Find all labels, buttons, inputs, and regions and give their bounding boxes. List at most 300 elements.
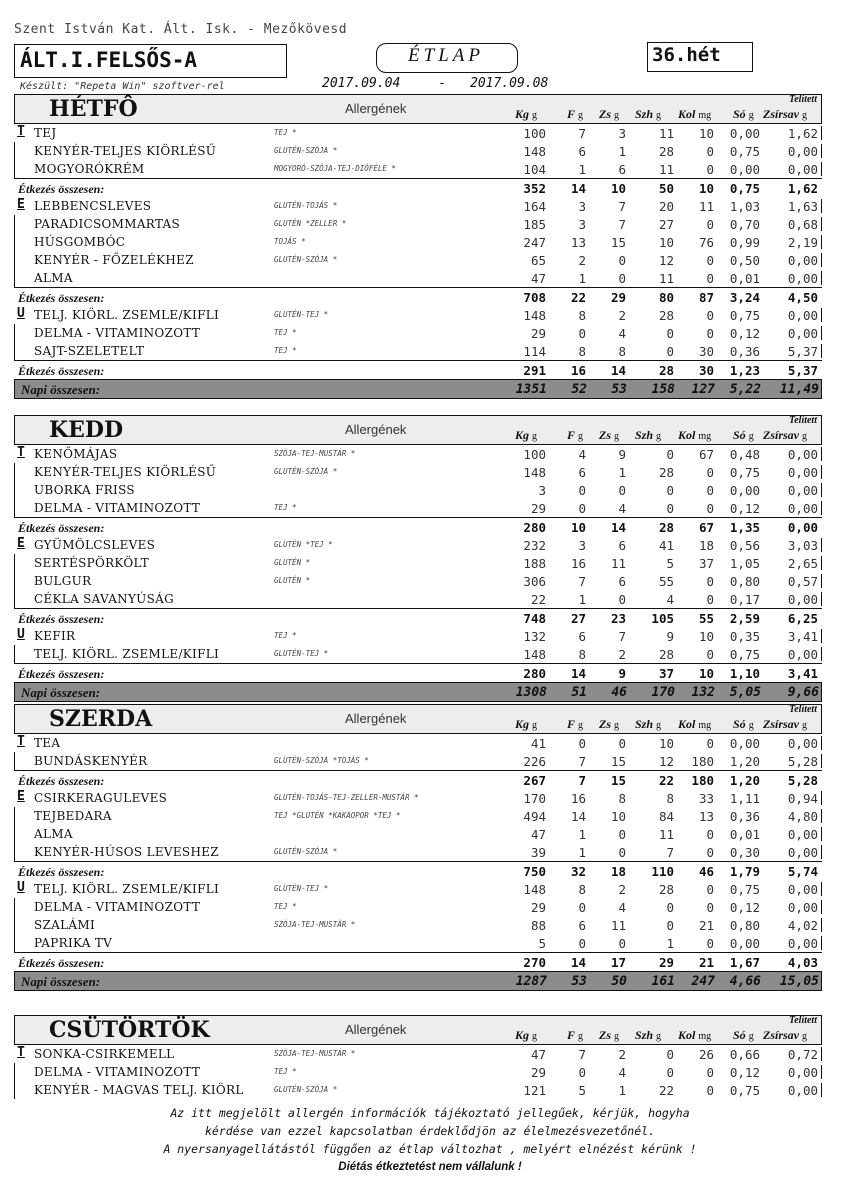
value-c5: 26 [698,1047,714,1062]
menu-item-row [14,645,822,663]
value-c4: 0 [666,344,674,359]
value-c4: 0 [666,1047,674,1062]
value-c6: 0,75 [729,181,760,196]
value-c1: 1287 [515,974,547,989]
meal-bar [14,142,15,160]
value-c7: 5,28 [787,754,818,769]
value-c4: 84 [658,809,674,824]
daily-total-label: Napi összesen: [21,685,101,700]
value-c2: 7 [578,754,586,769]
col-header-zsirsav [763,1028,807,1043]
meal-bar [14,160,15,178]
value-c1: 280 [523,666,546,681]
meal-bar [14,843,15,861]
col-header-szh-name: Szh [635,1028,654,1042]
allergens-header: Allergének [345,711,407,726]
value-c3: 4 [618,900,626,915]
value-c7: 0,00 [787,592,818,607]
food-name: CSIRKERAGULEVES [34,791,168,805]
value-c6: 4,66 [729,974,761,989]
meal-bar [14,481,15,499]
value-c3: 6 [618,538,626,553]
value-c1: 100 [523,126,546,141]
value-c4: 22 [658,773,674,788]
menu-item-row [14,324,822,342]
value-c6: 1,20 [729,773,760,788]
row-edge [821,538,822,552]
value-c5: 127 [691,382,715,397]
row-edge [821,900,822,914]
value-c4: 28 [658,882,674,897]
value-c3: 6 [618,574,626,589]
value-c3: 7 [618,217,626,232]
footer-line-1: Az itt megjelölt allergén információk tájékoztató jellegűek, kérjük, hogyha [170,1106,690,1120]
value-c7: 0,00 [787,271,818,286]
food-allergens: GLUTÉN-SZÓJA * [274,1085,338,1094]
col-header-zs-unit: g [614,720,619,731]
col-header-kg [515,1028,537,1043]
meal-total-row [14,608,822,627]
col-header-szh-name: Szh [635,717,654,731]
food-name: DELMA - VITAMINOZOTT [34,326,201,340]
value-c5: 67 [698,447,714,462]
value-c5: 0 [706,144,714,159]
food-allergens: GLUTÉN-TOJÁS-TEJ-ZELLER-MUSTÁR * [274,793,419,802]
food-allergens: GLUTÉN *TEJ * [274,540,333,549]
meal-bar [14,499,15,517]
row-edge [821,465,822,479]
food-name: CÉKLA SAVANYÚSÁG [34,592,174,606]
food-allergens: GLUTÉN-TEJ * [274,884,329,893]
value-c2: 2 [578,253,586,268]
value-c5: 180 [691,773,714,788]
meal-bar [14,342,15,360]
value-c7: 3,03 [787,538,818,553]
meal-bar [14,215,15,233]
value-c7: 6,25 [787,611,818,626]
value-c7: 3,41 [787,629,818,644]
value-c6: 2,59 [729,611,760,626]
value-c6: 0,50 [729,253,760,268]
value-c7: 0,00 [787,308,818,323]
value-c6: 1,67 [729,955,760,970]
value-c4: 12 [658,253,674,268]
col-header-f-unit: g [578,1031,584,1042]
meal-total-row [14,517,822,536]
allergens-header: Allergének [345,101,407,116]
value-c6: 0,75 [729,647,760,662]
col-header-f [567,717,583,732]
value-c1: 47 [530,827,546,842]
value-c4: 0 [666,900,674,915]
menu-item-row [14,445,822,463]
row-edge [821,1047,822,1061]
value-c3: 10 [610,809,626,824]
value-c5: 0 [706,253,714,268]
col-header-zs-unit: g [614,1031,619,1042]
food-allergens: MOGYORÓ-SZÓJA-TEJ-DIÓFÉLE * [274,164,396,173]
value-c2: 7 [578,1047,586,1062]
value-c2: 1 [578,592,586,607]
value-c6: 0,00 [729,936,760,951]
row-edge [821,126,822,140]
value-c5: 132 [691,685,715,700]
col-header-kol-name: Kol [678,717,696,731]
meal-bar [14,251,15,269]
value-c5: 0 [706,827,714,842]
food-allergens: TEJ *GLUTÉN *KAKAOPOR *TEJ * [274,811,401,820]
value-c2: 8 [578,308,586,323]
food-name: SERTÉSPÖRKÖLT [34,556,150,570]
value-c4: 80 [658,290,674,305]
value-c4: 55 [658,574,674,589]
menu-item-row [14,251,822,269]
value-c3: 2 [618,308,626,323]
value-c7: 0,57 [787,574,818,589]
value-c4: 27 [658,217,674,232]
food-name: HÚSGOMBÓC [34,235,126,249]
meal-total-label: Étkezés összesen: [18,956,105,970]
value-c1: 247 [523,235,546,250]
row-edge [821,574,822,588]
value-c1: 164 [523,199,546,214]
food-allergens: GLUTÉN *ZELLER * [274,219,347,228]
col-header-f [567,107,583,122]
value-c7: 0,00 [787,1083,818,1098]
menu-item-row [14,843,822,861]
value-c2: 3 [578,199,586,214]
food-allergens: TEJ * [274,128,297,137]
row-edge [821,845,822,859]
value-c7: 15,05 [779,974,819,989]
day-name: CSÜTÖRTÖK [49,1017,210,1043]
row-edge [821,162,822,176]
value-c7: 0,68 [787,217,818,232]
value-c2: 7 [578,126,586,141]
value-c5: 0 [706,900,714,915]
col-header-f-name: F [567,428,576,442]
value-c7: 5,37 [787,363,818,378]
date-to: 2017.09.08 [470,76,549,91]
value-c2: 16 [570,363,586,378]
col-header-szh [635,1028,661,1043]
value-c6: 0,12 [729,900,760,915]
value-c2: 1 [578,162,586,177]
value-c4: 161 [651,974,675,989]
class-name: ÁLT.I.FELSŐS-A [20,48,198,72]
meal-marker: T [17,734,25,749]
value-c2: 52 [571,382,587,397]
value-c1: 148 [523,882,546,897]
meal-total-label: Étkezés összesen: [18,612,105,626]
menu-item-row [14,825,822,843]
meal-marker: U [17,627,25,642]
value-c1: 22 [530,592,546,607]
value-c5: 0 [706,845,714,860]
day-section [14,1015,822,1099]
value-c7: 0,00 [787,483,818,498]
value-c5: 0 [706,271,714,286]
meal-total-label: Étkezés összesen: [18,291,105,305]
col-header-f-unit: g [578,110,584,121]
value-c3: 10 [610,181,626,196]
value-c7: 1,62 [787,126,818,141]
value-c6: 0,01 [729,827,760,842]
col-header-kol [678,717,711,732]
value-c6: 0,48 [729,447,760,462]
meal-bar [14,554,15,572]
value-c5: 30 [698,344,714,359]
value-c4: 11 [658,126,674,141]
value-c7: 9,66 [787,685,819,700]
meal-total-row [14,770,822,789]
value-c7: 0,00 [787,144,818,159]
col-header-zs-name: Zs [599,1028,611,1042]
meal-total-row [14,360,822,379]
value-c4: 50 [658,181,674,196]
value-c1: 148 [523,144,546,159]
col-header-f-name: F [567,107,576,121]
col-header-kg [515,107,537,122]
value-c7: 0,00 [787,447,818,462]
row-edge [821,754,822,768]
value-c4: 37 [658,666,674,681]
food-name: GYÜMÖLCSLEVES [34,538,156,552]
col-header-kg [515,717,537,732]
col-header-szh [635,428,661,443]
meal-bar [14,934,15,952]
col-header-kol-name: Kol [678,428,696,442]
saturated-label: Telített [789,704,817,715]
food-name: TELJ. KIÖRL. ZSEMLE/KIFLI [34,647,220,661]
saturated-label: Telített [789,1015,817,1026]
col-header-zs-unit: g [614,431,619,442]
value-c5: 10 [698,126,714,141]
value-c1: 232 [523,538,546,553]
value-c3: 6 [618,162,626,177]
col-header-szh [635,717,661,732]
value-c5: 180 [691,754,714,769]
food-name: DELMA - VITAMINOZOTT [34,1065,201,1079]
menu-item-row [14,536,822,554]
value-c6: 0,56 [729,538,760,553]
value-c5: 46 [698,864,714,879]
value-c3: 3 [618,126,626,141]
value-c1: 148 [523,465,546,480]
value-c3: 4 [618,326,626,341]
value-c2: 22 [570,290,586,305]
value-c5: 0 [706,308,714,323]
value-c4: 20 [658,199,674,214]
food-allergens: TEJ * [274,631,297,640]
value-c7: 0,94 [787,791,818,806]
value-c2: 0 [578,501,586,516]
value-c6: 0,12 [729,501,760,516]
col-header-f-unit: g [578,431,584,442]
value-c3: 0 [618,271,626,286]
value-c5: 0 [706,736,714,751]
food-name: TEJ [34,126,57,140]
meal-total-row [14,861,822,880]
col-header-szh-unit: g [656,1031,662,1042]
menu-item-row [14,898,822,916]
meal-marker: E [17,536,25,551]
value-c5: 0 [706,647,714,662]
col-header-zs-name: Zs [599,428,611,442]
col-header-so-unit: g [748,1031,754,1042]
col-header-zsirsav-unit: g [802,110,807,121]
food-allergens: GLUTÉN-SZÓJA * [274,146,338,155]
value-c1: 188 [523,556,546,571]
value-c3: 14 [610,363,626,378]
value-c7: 2,65 [787,556,818,571]
menu-title: ÉTLAP [408,45,484,66]
value-c3: 23 [610,611,626,626]
col-header-kol-unit: mg [698,431,712,442]
value-c4: 28 [658,144,674,159]
value-c1: 750 [523,864,546,879]
col-header-kg-unit: g [532,431,538,442]
food-allergens: GLUTÉN-TEJ * [274,310,329,319]
value-c2: 4 [578,447,586,462]
value-c2: 5 [578,1083,586,1098]
value-c3: 4 [618,1065,626,1080]
value-c6: 1,05 [729,556,760,571]
col-header-f [567,428,583,443]
meal-marker: T [17,445,25,460]
col-header-kol-name: Kol [678,1028,696,1042]
value-c7: 5,74 [787,864,818,879]
value-c2: 1 [578,271,586,286]
value-c4: 170 [651,685,675,700]
value-c2: 6 [578,918,586,933]
value-c4: 7 [666,845,674,860]
row-edge [821,483,822,497]
meal-total-label: Étkezés összesen: [18,667,105,681]
col-header-zs [599,717,619,732]
value-c5: 10 [698,629,714,644]
row-edge [821,791,822,805]
value-c6: 0,80 [729,574,760,589]
row-edge [821,271,822,285]
day-name: KEDD [49,417,124,443]
value-c3: 0 [618,253,626,268]
value-c3: 46 [611,685,627,700]
day-name: SZERDA [49,706,153,732]
value-c5: 0 [706,217,714,232]
value-c6: 0,66 [729,1047,760,1062]
value-c7: 0,00 [787,900,818,915]
value-c2: 13 [570,235,586,250]
daily-total-label: Napi összesen: [21,382,101,397]
col-header-so-name: Só [733,428,746,442]
col-header-kol [678,107,711,122]
value-c4: 11 [658,162,674,177]
value-c6: 0,01 [729,271,760,286]
value-c4: 28 [658,363,674,378]
menu-item-row [14,269,822,287]
menu-item-row [14,1063,822,1081]
value-c3: 7 [618,629,626,644]
menu-item-row [14,160,822,178]
value-c4: 1 [666,936,674,951]
col-header-szh-unit: g [656,720,662,731]
meal-marker: U [17,306,25,321]
value-c3: 15 [610,235,626,250]
row-edge [821,647,822,661]
value-c2: 8 [578,882,586,897]
col-header-zs [599,1028,619,1043]
food-name: DELMA - VITAMINOZOTT [34,501,201,515]
meal-bar [14,324,15,342]
value-c5: 21 [698,918,714,933]
week-number: 36.hét [652,44,721,66]
menu-item-row [14,197,822,215]
value-c5: 0 [706,465,714,480]
value-c6: 0,75 [729,308,760,323]
allergens-header: Allergének [345,422,407,437]
value-c1: 29 [530,501,546,516]
meal-total-label: Étkezés összesen: [18,521,105,535]
row-edge [821,344,822,358]
menu-item-row [14,215,822,233]
meal-total-label: Étkezés összesen: [18,865,105,879]
value-c1: 708 [523,290,546,305]
value-c3: 11 [610,918,626,933]
col-header-so [733,1028,754,1043]
food-allergens: TEJ * [274,902,297,911]
value-c5: 0 [706,882,714,897]
col-header-kg-unit: g [532,110,538,121]
value-c4: 41 [658,538,674,553]
value-c4: 28 [658,308,674,323]
footer-note [120,1104,740,1176]
value-c7: 0,00 [787,647,818,662]
value-c4: 105 [651,611,674,626]
value-c7: 4,80 [787,809,818,824]
food-name: SAJT-SZELETELT [34,344,145,358]
value-c1: 280 [523,520,546,535]
value-c4: 4 [666,592,674,607]
value-c3: 14 [610,520,626,535]
col-header-f-name: F [567,1028,576,1042]
value-c2: 27 [570,611,586,626]
value-c4: 11 [658,827,674,842]
food-allergens: TEJ * [274,346,297,355]
col-header-zs [599,428,619,443]
value-c7: 0,00 [787,882,818,897]
value-c3: 50 [611,974,627,989]
value-c4: 28 [658,647,674,662]
col-header-so [733,428,754,443]
value-c6: 3,24 [729,290,760,305]
school-name: Szent István Kat. Ált. Isk. - Mezőkövesd [14,22,348,37]
value-c6: 1,35 [729,520,760,535]
value-c2: 14 [570,181,586,196]
value-c2: 0 [578,936,586,951]
value-c1: 132 [523,629,546,644]
col-header-kg-name: Kg [515,428,530,442]
value-c5: 87 [698,290,714,305]
meal-bar [14,233,15,251]
food-name: TELJ. KIÖRL. ZSEMLE/KIFLI [34,308,220,322]
value-c3: 15 [610,773,626,788]
food-name: DELMA - VITAMINOZOTT [34,900,201,914]
value-c1: 494 [523,809,546,824]
value-c6: 0,36 [729,809,760,824]
value-c1: 148 [523,647,546,662]
value-c7: 5,28 [787,773,818,788]
